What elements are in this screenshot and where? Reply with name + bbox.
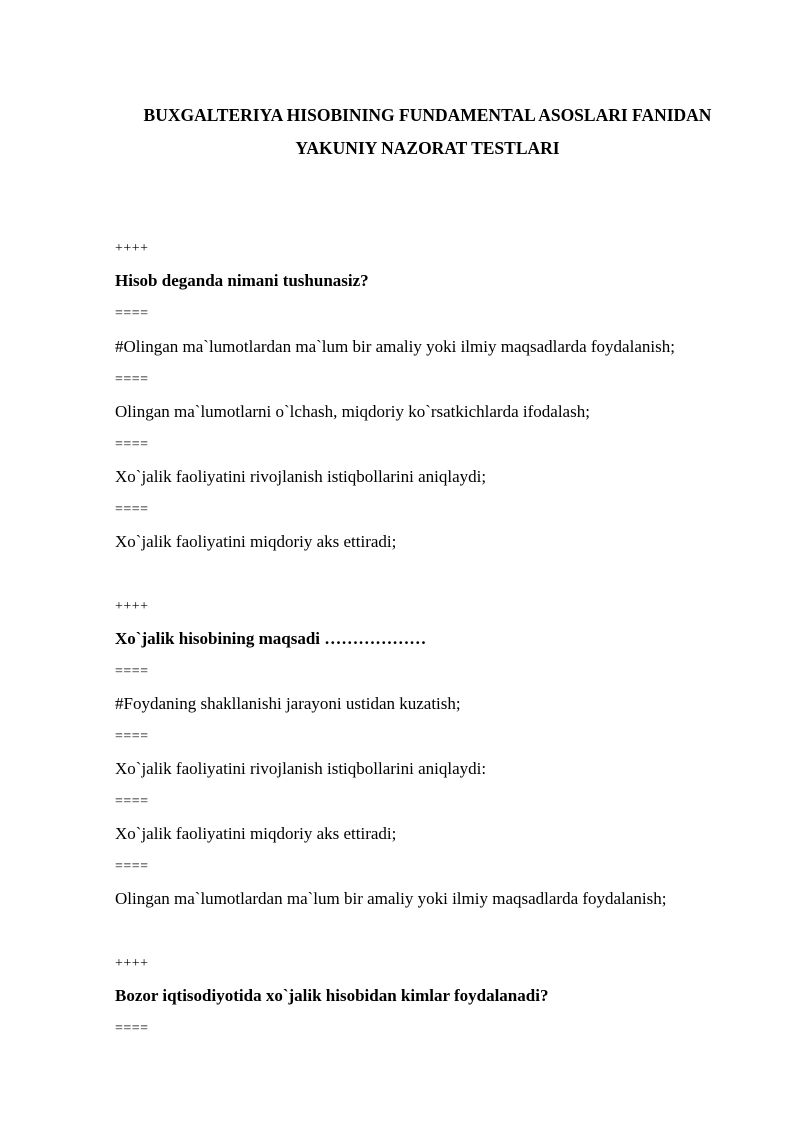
question-2-option-2: Xo`jalik faoliyatini rivojlanish istiqbollarini aniqlaydi: xyxy=(115,759,487,778)
question-marker: ++++ xyxy=(115,956,149,971)
document-title-line-1: BUXGALTERIYA HISOBINING FUNDAMENTAL ASOSLARI FANIDAN xyxy=(143,105,712,125)
question-1-text: Hisob deganda nimani tushunasiz? xyxy=(115,271,369,290)
question-marker: ++++ xyxy=(115,599,149,614)
option-marker: ==== xyxy=(115,372,149,387)
option-marker: ==== xyxy=(115,664,149,679)
option-marker: ==== xyxy=(115,306,149,321)
option-marker: ==== xyxy=(115,437,149,452)
question-1-option-4: Xo`jalik faoliyatini miqdoriy aks ettiradi; xyxy=(115,532,397,551)
option-marker: ==== xyxy=(115,502,149,517)
document-title-line-2: YAKUNIY NAZORAT TESTLARI xyxy=(295,138,560,158)
question-1-option-1: #Olingan ma`lumotlardan ma`lum bir amaliy yoki ilmiy maqsadlarda foydalanish; xyxy=(115,337,675,356)
question-2-option-1: #Foydaning shakllanishi jarayoni ustidan kuzatish; xyxy=(115,694,461,713)
option-marker: ==== xyxy=(115,859,149,874)
question-2-option-4: Olingan ma`lumotlardan ma`lum bir amaliy yoki ilmiy maqsadlarda foydalanish; xyxy=(115,889,667,908)
question-1-option-3: Xo`jalik faoliyatini rivojlanish istiqbollarini aniqlaydi; xyxy=(115,467,487,486)
option-marker: ==== xyxy=(115,1021,149,1036)
question-2-text: Xo`jalik hisobining maqsadi ……………… xyxy=(115,629,427,648)
question-3-text: Bozor iqtisodiyotida xo`jalik hisobidan kimlar foydalanadi? xyxy=(115,986,549,1005)
option-marker: ==== xyxy=(115,794,149,809)
question-1-option-2: Olingan ma`lumotlarni o`lchash, miqdoriy ko`rsatkichlarda ifodalash; xyxy=(115,402,590,421)
question-marker: ++++ xyxy=(115,241,149,256)
option-marker: ==== xyxy=(115,729,149,744)
question-2-option-3: Xo`jalik faoliyatini miqdoriy aks ettiradi; xyxy=(115,824,397,843)
